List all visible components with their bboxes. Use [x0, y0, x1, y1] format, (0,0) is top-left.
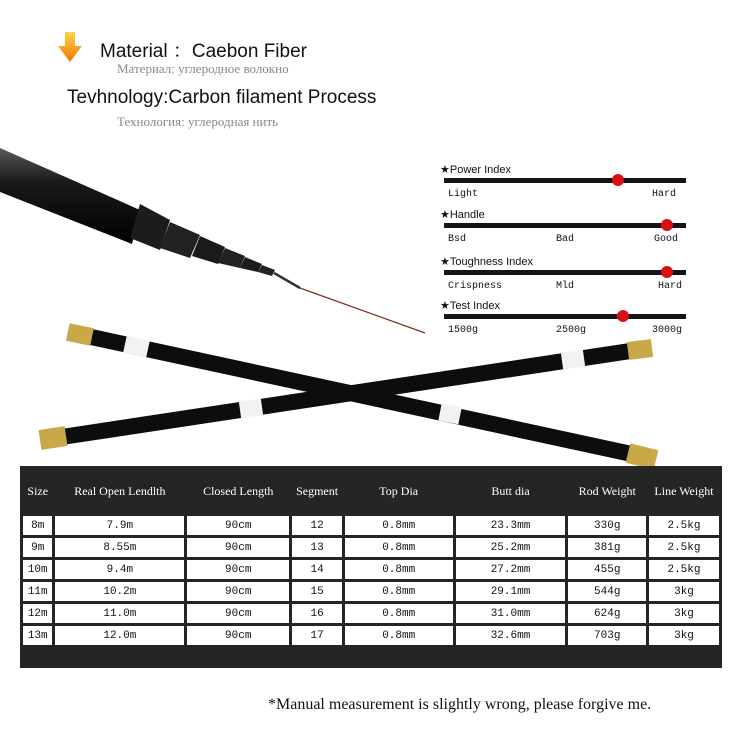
table-cell: 27.2mm	[456, 560, 566, 579]
table-cell: 31.0mm	[456, 604, 566, 623]
table-cell: 90cm	[187, 560, 289, 579]
table-cell: 15	[292, 582, 342, 601]
rating-title: ★Power Index	[440, 164, 512, 176]
rating-title: ★Toughness Index	[440, 256, 534, 268]
table-cell: 16	[292, 604, 342, 623]
table-cell: 17	[292, 626, 342, 645]
table-row	[23, 538, 719, 557]
table-cell: 3kg	[649, 604, 719, 623]
table-cell: 2.5kg	[649, 516, 719, 535]
rating-bar	[444, 223, 686, 228]
rating-low-label: 1500g	[448, 325, 479, 336]
technology-label: Tevhnology:Carbon filament Process	[67, 87, 377, 108]
table-cell: 8m	[23, 516, 52, 535]
rating-dot	[661, 266, 673, 278]
rating-dot	[612, 174, 624, 186]
rating-bar	[444, 178, 686, 183]
table-cell: 10.2m	[55, 582, 184, 601]
table-cell: 12	[292, 516, 342, 535]
table-cell: 8.55m	[55, 538, 184, 557]
table-cell: 381g	[568, 538, 646, 557]
table-cell: 23.3mm	[456, 516, 566, 535]
table-cell: 0.8mm	[345, 516, 453, 535]
rating-bar	[444, 270, 686, 275]
table-cell: 90cm	[187, 516, 289, 535]
material-russian: Материал: углеродное волокно	[117, 61, 289, 76]
column-header: Butt dia	[491, 483, 530, 498]
table-cell: 3kg	[649, 626, 719, 645]
rating-high-label: Hard	[652, 189, 677, 200]
table-cell: 0.8mm	[345, 626, 453, 645]
table-cell: 90cm	[187, 538, 289, 557]
rating-low-label: Light	[448, 189, 479, 200]
column-header: Rod Weight	[578, 483, 636, 498]
table-cell: 90cm	[187, 582, 289, 601]
table-cell: 32.6mm	[456, 626, 566, 645]
table-header-row	[23, 469, 719, 513]
crossed-rods-image	[30, 318, 683, 473]
rating-power-index	[440, 163, 686, 203]
table-cell: 90cm	[187, 604, 289, 623]
rod-closeup-image	[0, 140, 440, 340]
rating-title: ★Test Index	[440, 300, 501, 312]
rating-bar	[444, 314, 686, 319]
spec-table	[20, 466, 722, 648]
rating-high-label: Good	[654, 234, 679, 245]
table-cell: 703g	[568, 626, 646, 645]
table-cell: 9m	[23, 538, 52, 557]
column-header: Closed Length	[203, 483, 274, 498]
rating-handle	[440, 208, 686, 248]
table-cell: 2.5kg	[649, 538, 719, 557]
rating-mid-label: Bad	[556, 234, 575, 245]
table-cell: 90cm	[187, 626, 289, 645]
table-cell: 10m	[23, 560, 52, 579]
rating-toughness-index	[440, 255, 686, 295]
rating-high-label: Hard	[658, 281, 683, 292]
rating-mid-label: 2500g	[556, 325, 587, 336]
table-cell: 14	[292, 560, 342, 579]
table-cell: 3kg	[649, 582, 719, 601]
table-cell: 12.0m	[55, 626, 184, 645]
table-row	[23, 516, 719, 535]
table-row	[23, 626, 719, 645]
column-header: Size	[27, 483, 49, 498]
table-cell: 330g	[568, 516, 646, 535]
table-cell: 544g	[568, 582, 646, 601]
rating-high-label: 3000g	[652, 325, 683, 336]
table-cell: 25.2mm	[456, 538, 566, 557]
column-header: Segment	[296, 483, 339, 498]
rating-test-index	[440, 299, 686, 339]
rating-title: ★Handle	[440, 209, 485, 221]
rating-low-label: Crispness	[448, 281, 503, 292]
table-cell: 11.0m	[55, 604, 184, 623]
rating-dot	[661, 219, 673, 231]
table-cell: 7.9m	[55, 516, 184, 535]
rating-low-label: Bsd	[448, 234, 467, 245]
table-cell: 9.4m	[55, 560, 184, 579]
table-cell: 13	[292, 538, 342, 557]
table-cell: 0.8mm	[345, 560, 453, 579]
table-cell: 11m	[23, 582, 52, 601]
table-cell: 455g	[568, 560, 646, 579]
table-cell: 0.8mm	[345, 538, 453, 557]
footnote: *Manual measurement is slightly wrong, please forgive me.	[268, 696, 652, 713]
table-cell: 29.1mm	[456, 582, 566, 601]
column-header: Top Dia	[379, 483, 419, 498]
column-header: Line Weight	[654, 483, 714, 498]
spec-table-panel	[20, 466, 722, 668]
table-row	[23, 604, 719, 623]
technology-russian: Технология: углеродная нить	[117, 114, 279, 129]
rating-dot	[617, 310, 629, 322]
table-cell: 12m	[23, 604, 52, 623]
down-arrow-icon	[58, 32, 82, 62]
table-cell: 2.5kg	[649, 560, 719, 579]
table-cell: 0.8mm	[345, 582, 453, 601]
column-header: Real Open Lendlth	[74, 483, 166, 498]
table-cell: 0.8mm	[345, 604, 453, 623]
table-row	[23, 560, 719, 579]
table-row	[23, 582, 719, 601]
material-label: Material ：Caebon Fiber	[100, 41, 307, 62]
table-cell: 13m	[23, 626, 52, 645]
rating-mid-label: Mld	[556, 281, 575, 292]
table-cell: 624g	[568, 604, 646, 623]
